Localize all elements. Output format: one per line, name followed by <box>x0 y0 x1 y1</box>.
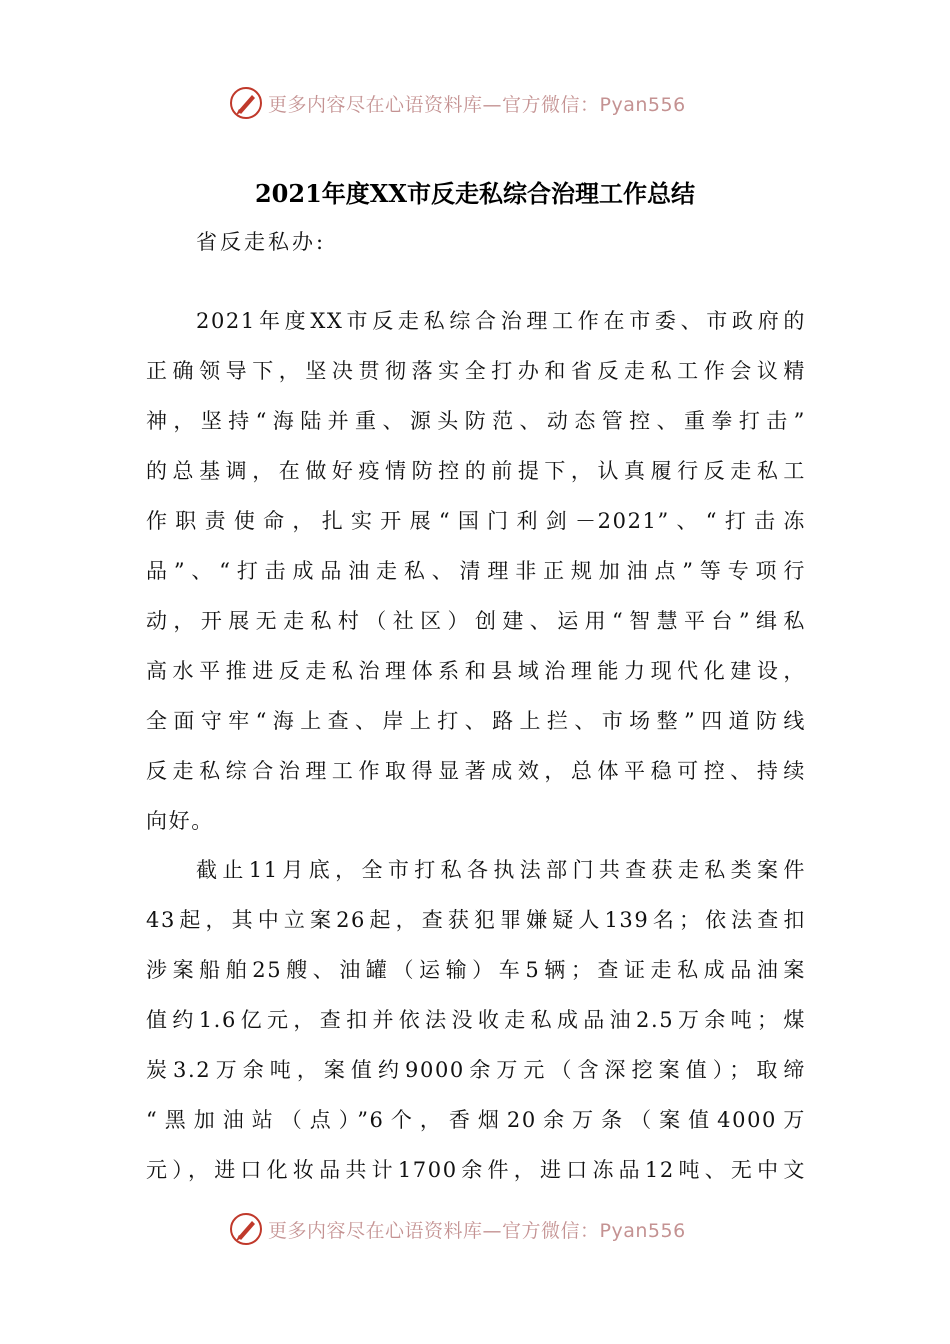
paragraph-line: 元），进口化妆品共计1700余件，进口冻品12吨、无中文 <box>146 1158 806 1182</box>
paragraph-line: 值约1.6亿元，查扣并依法没收走私成品油2.5万余吨；煤 <box>146 1008 806 1032</box>
paragraph-line: 截止11月底，全市打私各执法部门共查获走私类案件 <box>196 858 806 882</box>
pen-logo-icon <box>228 1211 264 1247</box>
paragraph-line: 动，开展无走私村（社区）创建、运用“智慧平台”缉私 <box>146 609 806 633</box>
salutation: 省反走私办: <box>196 230 327 254</box>
paragraph-line: 作职责使命，扎实开展“国门利剑－2021”、“打击冻 <box>146 509 806 533</box>
document-title: 2021年度XX市反走私综合治理工作总结 <box>254 179 696 208</box>
paragraph-line: “黑加油站（点）”6个，香烟20余万条（案值4000万 <box>146 1108 806 1132</box>
header-watermark-banner <box>228 83 748 123</box>
paragraph-line: 涉案船舶25艘、油罐（运输）车5辆；查证走私成品油案 <box>146 958 806 982</box>
footer-watermark-banner <box>228 1209 748 1249</box>
paragraph-1 <box>146 296 806 846</box>
paragraph-line: 反走私综合治理工作取得显著成效，总体平稳可控、持续 <box>146 759 806 783</box>
paragraph-line: 全面守牢“海上查、岸上打、路上拦、市场整”四道防线 <box>146 709 806 733</box>
watermark-text: 更多内容尽在心语资料库—官方微信：Pyan556 <box>268 1219 686 1242</box>
paragraph-2 <box>146 845 806 1195</box>
paragraph-line: 品”、“打击成品油走私、清理非正规加油点”等专项行 <box>146 559 806 583</box>
paragraph-line: 向好。 <box>146 809 214 833</box>
paragraph-line: 正确领导下，坚决贯彻落实全打办和省反走私工作会议精 <box>146 359 806 383</box>
pen-logo-icon <box>228 85 264 121</box>
paragraph-line: 高水平推进反走私治理体系和县域治理能力现代化建设， <box>146 659 806 683</box>
paragraph-line: 的总基调，在做好疫情防控的前提下，认真履行反走私工 <box>146 459 806 483</box>
paragraph-line: 炭3.2万余吨，案值约9000余万元（含深挖案值）；取缔 <box>146 1058 806 1082</box>
paragraph-line: 43起，其中立案26起，查获犯罪嫌疑人139名；依法查扣 <box>146 908 806 932</box>
paragraph-line: 2021年度XX市反走私综合治理工作在市委、市政府的 <box>196 309 806 333</box>
paragraph-line: 神，坚持“海陆并重、源头防范、动态管控、重拳打击” <box>146 409 806 433</box>
watermark-text: 更多内容尽在心语资料库—官方微信：Pyan556 <box>268 93 686 116</box>
